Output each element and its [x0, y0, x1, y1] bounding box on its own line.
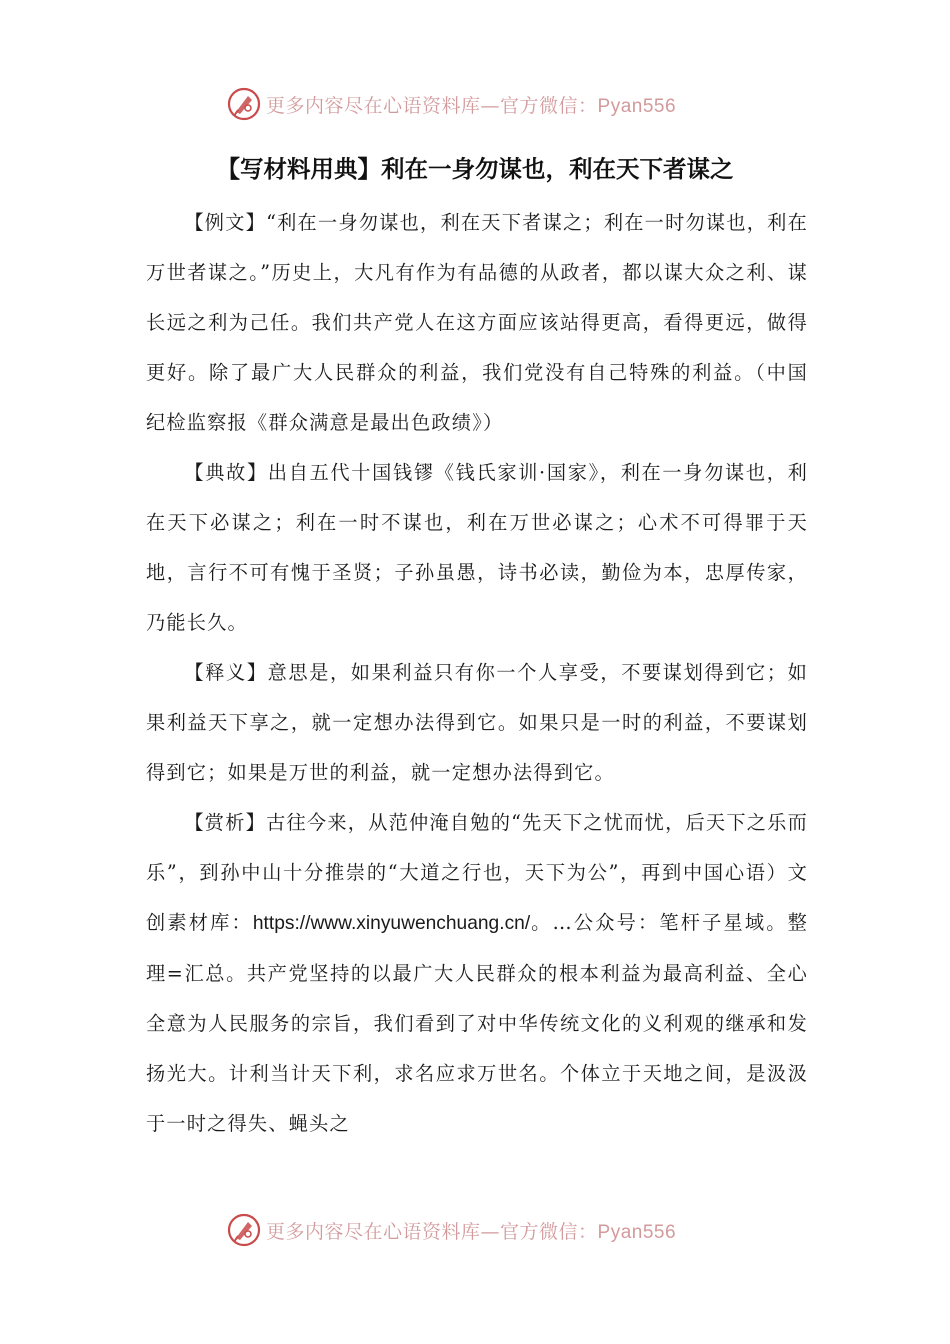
text-meaning: 意思是，如果利益只有你一个人享受，不要谋划得到它；如果利益天下享之，就一定想办法得到它。如果只是一时的利益，不要谋划得到它；如果是万世的利益，就一定想办法得到它。	[146, 661, 808, 784]
wechat-id: Pyan556	[597, 1221, 677, 1243]
text-allusion: 出自五代十国钱镠《钱氏家训·国家》，利在一身勿谋也，利在天下必谋之；利在一时不谋也，利在万世必谋之；心术不可得罪于天地，言行不可有愧于圣贤；子孙虽愚，诗书必读，勤俭为本，忠厚传家，乃能长久。	[146, 461, 808, 634]
pen-nib-logo-icon	[226, 1212, 262, 1248]
paragraph-allusion	[146, 448, 808, 648]
pen-nib-logo-icon	[226, 86, 262, 122]
text-appreciation-before: 古往今来，从范仲淹自勉的“先天下之忧而忧，后天下之乐而乐”，到孙中山十分推崇的“大道之行也，天下为公”，再到中国心语）文创素材库：	[146, 811, 808, 934]
label-example: 【例文】	[184, 211, 267, 234]
paragraph-example	[146, 198, 808, 448]
banner-text: 更多内容尽在心语资料库—官方微信：Pyan556	[266, 94, 677, 117]
header-banner	[0, 84, 950, 124]
text-example: “利在一身勿谋也，利在天下者谋之；利在一时勿谋也，利在万世者谋之。”历史上，大凡有作为有品德的从政者，都以谋大众之利、谋长远之利为己任。我们共产党人在这方面应该站得更高，看得更远，做得更好。除了最广大人民群众的利益，我们党没有自己特殊的利益。（中国纪检监察报《群众满意是最出色政绩》）	[146, 211, 808, 434]
paragraph-meaning	[146, 648, 808, 798]
label-meaning: 【释义】	[184, 661, 268, 684]
document-title: 【写材料用典】利在一身勿谋也，利在天下者谋之	[216, 155, 734, 183]
banner-text: 更多内容尽在心语资料库—官方微信：Pyan556	[266, 1220, 677, 1243]
text-appreciation-after: 。…公众号：笔杆子星域。整理=汇总。共产党坚持的以最广大人民群众的根本利益为最高利益、全心全意为人民服务的宗旨，我们看到了对中华传统文化的义利观的继承和发扬光大。计利当计天下利，求名应求万世名。个体立于天地之间，是汲汲于一时之得失、蝇头之	[146, 911, 808, 1135]
paragraph-appreciation	[146, 798, 808, 1149]
footer-banner	[0, 1210, 950, 1250]
source-url-link[interactable]: https://www.xinyuwenchuang.cn/	[252, 913, 531, 934]
label-allusion: 【典故】	[184, 461, 268, 484]
wechat-id: Pyan556	[597, 95, 677, 117]
document-body	[146, 198, 808, 1149]
label-appreciation: 【赏析】	[184, 811, 267, 834]
